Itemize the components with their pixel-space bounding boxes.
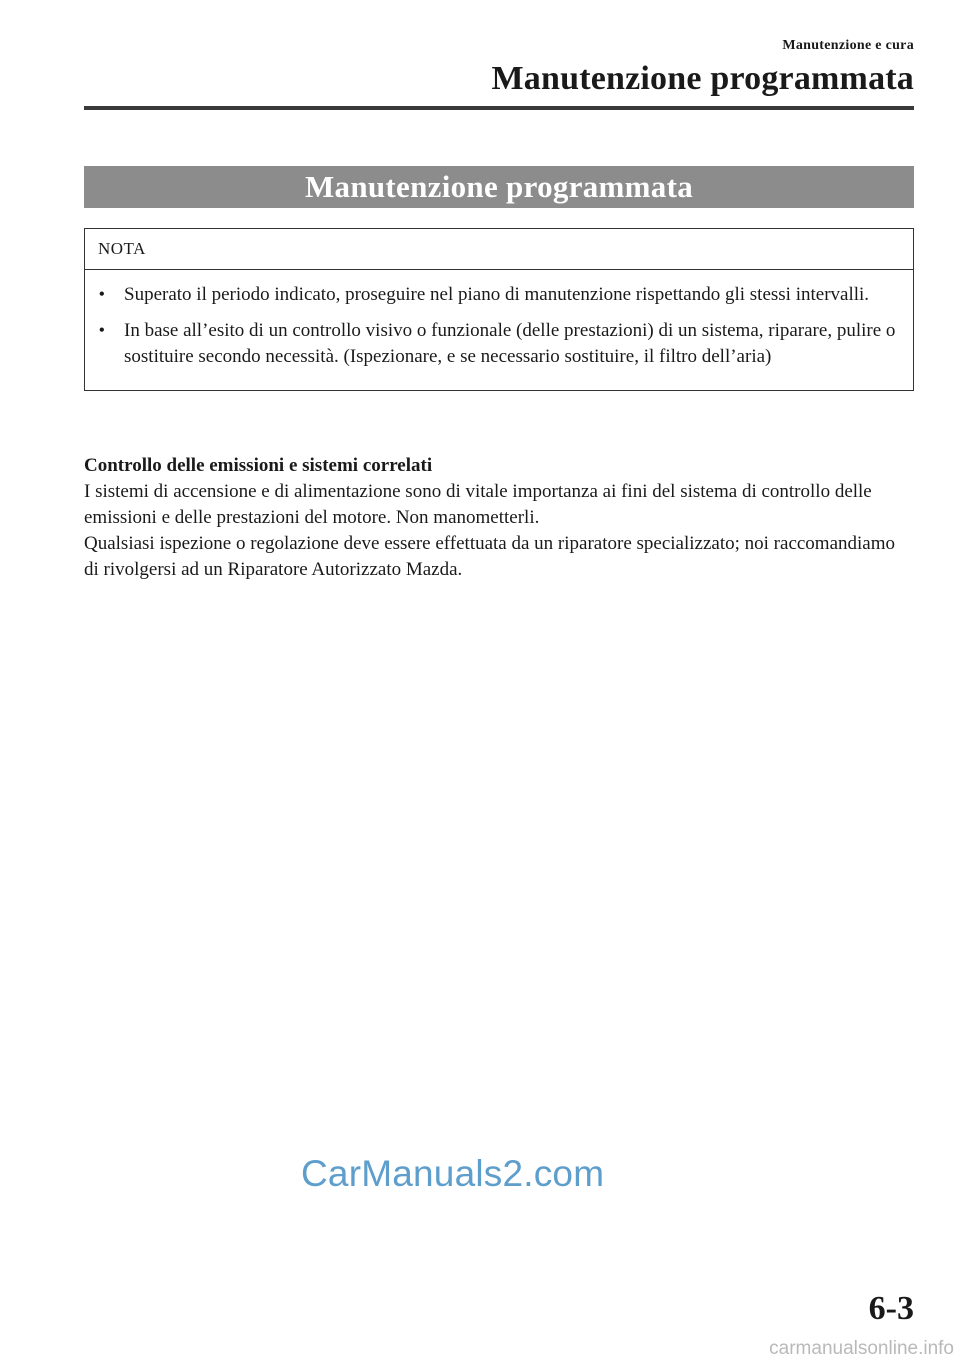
- header-divider: [84, 106, 914, 110]
- section-body: [84, 453, 914, 583]
- note-item: [99, 318, 897, 370]
- subsection-title: Controllo delle emissioni e sistemi correlati: [84, 455, 433, 476]
- bullet-icon: •: [99, 322, 105, 339]
- footer-site-link[interactable]: carmanualsonline.info: [769, 1338, 954, 1359]
- page-number: 6-3: [868, 1290, 914, 1327]
- note-item-text: In base all’esito di un controllo visivo o funzionale (delle prestazioni) di un sistema, riparare, pulire o sostituire secondo necessità. (Ispezionare, e se necessario sostituire, il filtro dell’aria): [124, 320, 896, 367]
- section-heading: Manutenzione programmata: [491, 60, 914, 97]
- bullet-icon: •: [99, 286, 105, 303]
- note-label: NOTA: [85, 229, 913, 270]
- note-item: [99, 282, 897, 308]
- note-list: [85, 270, 913, 390]
- watermark-logo: CarManuals2.com: [301, 1153, 605, 1194]
- paragraph: I sistemi di accensione e di alimentazione sono di vitale importanza ai fini del sistema di controllo delle emissioni e delle prestazioni del motore. Non manometterli.: [84, 481, 872, 528]
- chapter-title: Manutenzione e cura: [782, 38, 914, 53]
- banner-title: Manutenzione programmata: [304, 169, 694, 204]
- paragraph: Qualsiasi ispezione o regolazione deve essere effettuata da un riparatore specializzato; noi raccomandiamo di rivolgersi ad un Riparatore Autorizzato Mazda.: [84, 533, 896, 580]
- note-box: [84, 228, 914, 391]
- note-item-text: Superato il periodo indicato, proseguire nel piano di manutenzione rispettando gli stessi intervalli.: [124, 284, 870, 305]
- section-banner: [84, 166, 914, 208]
